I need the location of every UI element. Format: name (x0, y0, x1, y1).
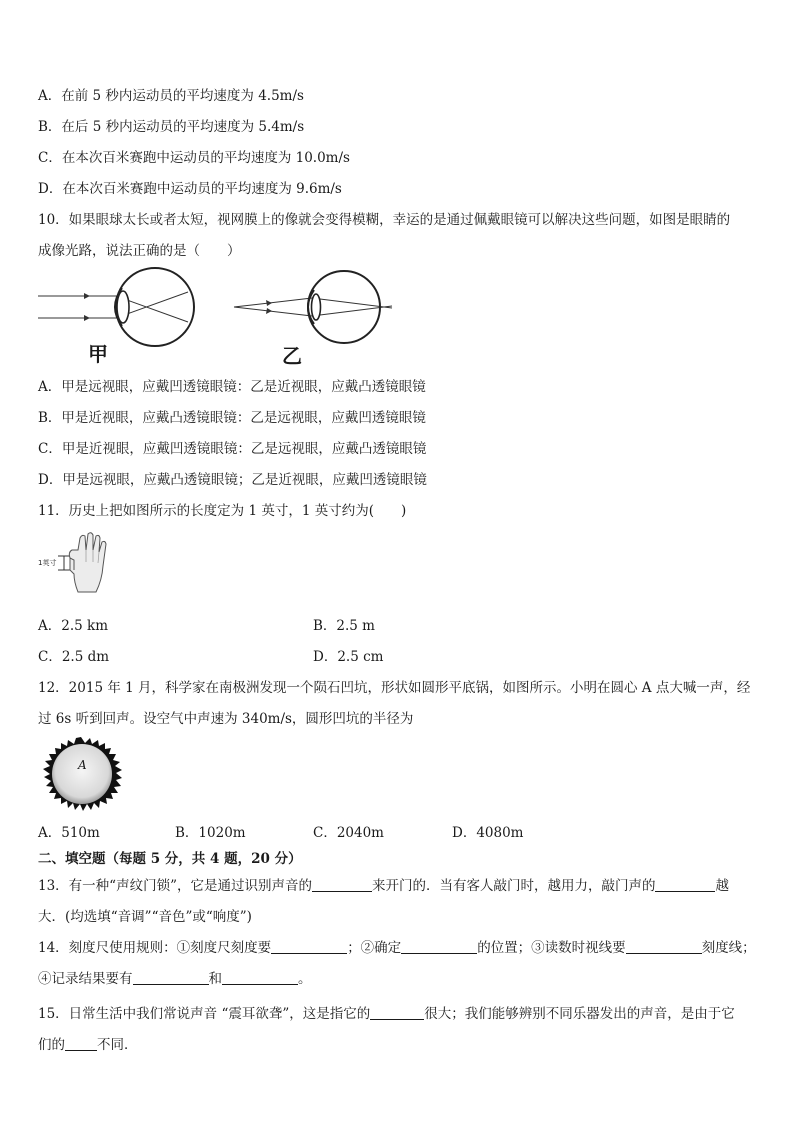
q13-line1 (38, 874, 729, 894)
q12-option-b: B．1020m (175, 825, 246, 841)
q15-text-3: 们的 (38, 1037, 65, 1053)
q13-blank-1[interactable] (312, 877, 372, 892)
q14-text-7: 。 (298, 971, 312, 987)
q11-option-d: D．2.5 cm (313, 649, 384, 665)
q12-option-a: A．510m (38, 825, 100, 841)
q14-blank-4[interactable] (133, 970, 209, 985)
eye-diagram-right (232, 268, 402, 348)
q15-blank-1[interactable] (370, 1005, 424, 1020)
q10-option-c: C．甲是近视眼，应戴凹透镜眼镜：乙是远视眼，应戴凸透镜眼镜 (38, 441, 427, 457)
q12-stem-line2: 过 6s 听到回声。设空气中声速为 340m/s，圆形凹坑的半径为 (38, 711, 414, 727)
q15-text-4: 不同． (97, 1037, 138, 1053)
q14-blank-3[interactable] (626, 939, 702, 954)
q10-option-a: A．甲是远视眼，应戴凹透镜眼镜：乙是近视眼，应戴凸透镜眼镜 (38, 379, 426, 395)
eye-diagram-left-label: 甲 (88, 342, 108, 366)
q12-option-c: C．2040m (313, 825, 384, 841)
q15-text-2: 很大；我们能够辨别不同乐器发出的声音，是由于它 (424, 1006, 735, 1022)
q14-line1 (38, 936, 756, 956)
q11-stem: 11．历史上把如图所示的长度定为 1 英寸，1 英寸约为( ) (38, 503, 407, 519)
q12-stem-line1: 12．2015 年 1 月，科学家在南极洲发现一个陨石凹坑，形状如圆形平底锅，如图所示。小明在圆心 A 点大喊一声，经 (38, 680, 751, 696)
section-heading: 二、填空题（每题 5 分，共 4 题，20 分） (38, 851, 302, 867)
thumb-inch-figure (56, 532, 112, 594)
q9-option-a: A．在前 5 秒内运动员的平均速度为 4.5m/s (38, 88, 304, 104)
q10-stem-line1: 10．如果眼球太长或者太短，视网膜上的像就会变得模糊，幸运的是通过佩戴眼镜可以解决这些问题，如图是眼睛的 (38, 212, 731, 228)
inch-label: 1英寸 (38, 559, 57, 567)
q14-text-3: 的位置；③读数时视线要 (477, 940, 626, 956)
q13-text-1: 13．有一种“声纹门锁”，它是通过识别声音的 (38, 878, 312, 894)
q10-option-d: D．甲是远视眼，应戴凸透镜眼镜；乙是近视眼，应戴凹透镜眼镜 (38, 472, 427, 488)
q15-line2 (38, 1033, 138, 1053)
q14-blank-2[interactable] (401, 939, 477, 954)
q12-option-d: D．4080m (452, 825, 524, 841)
q13-text-2: 来开门的．当有客人敲门时，越用力，敲门声的 (371, 878, 656, 894)
q15-blank-2[interactable] (65, 1036, 97, 1051)
q11-option-a: A．2.5 km (38, 618, 108, 634)
q14-text-6: 和 (208, 971, 222, 987)
q14-text-5: ④记录结果要有 (38, 971, 133, 987)
q14-text-1: 14．刻度尺使用规则：①刻度尺刻度要 (38, 940, 272, 956)
q10-stem-line2: 成像光路，说法正确的是（ ） (38, 243, 241, 259)
crater-center-label: A (78, 758, 87, 772)
q9-option-b: B．在后 5 秒内运动员的平均速度为 5.4m/s (38, 119, 305, 135)
q13-text-3: 越 (715, 878, 729, 894)
q15-text-1: 15．日常生活中我们常说声音 “震耳欲聋”，这是指它的 (38, 1006, 371, 1022)
q13-line2: 大．(均选填“音调”“音色”或“响度”) (38, 909, 252, 925)
q14-line2 (38, 967, 312, 987)
eye-diagram-right-label: 乙 (282, 344, 302, 368)
q13-blank-2[interactable] (655, 877, 715, 892)
q14-blank-5[interactable] (222, 970, 298, 985)
q10-option-b: B．甲是近视眼，应戴凸透镜眼镜：乙是远视眼，应戴凹透镜眼镜 (38, 410, 426, 426)
crater-figure (38, 737, 124, 811)
q14-text-2: ；②确定 (347, 940, 402, 956)
q14-text-4: 刻度线； (701, 940, 756, 956)
q11-option-c: C．2.5 dm (38, 649, 110, 665)
q14-blank-1[interactable] (271, 939, 347, 954)
q9-option-c: C．在本次百米赛跑中运动员的平均速度为 10.0m/s (38, 150, 350, 166)
q11-option-b: B．2.5 m (313, 618, 375, 634)
q15-line1 (38, 1002, 735, 1022)
q9-option-d: D．在本次百米赛跑中运动员的平均速度为 9.6m/s (38, 181, 342, 197)
eye-diagram-left (38, 268, 208, 348)
